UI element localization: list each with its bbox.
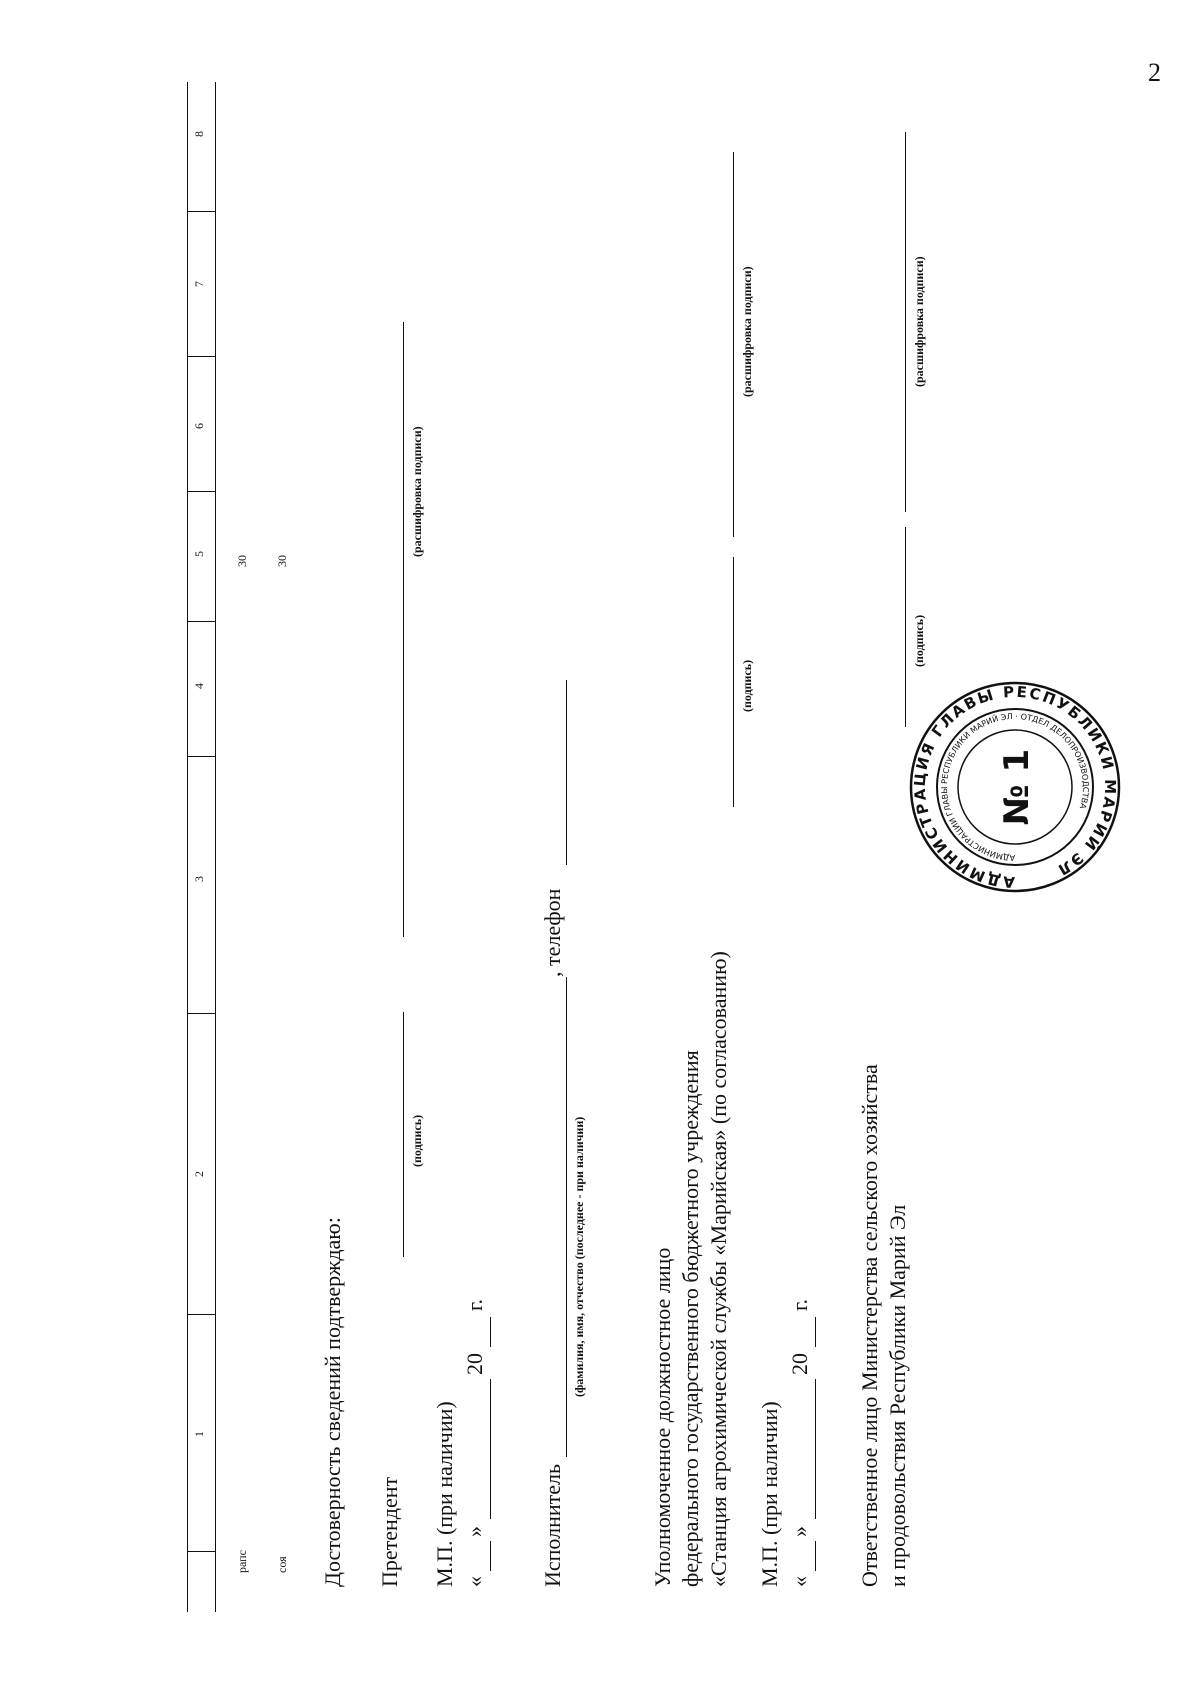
date-month-line bbox=[490, 1379, 491, 1519]
table-row-value: 30 bbox=[235, 555, 249, 567]
stamp-number: № 1 bbox=[997, 748, 1037, 826]
column-number: 2 bbox=[192, 1171, 206, 1177]
col-divider bbox=[187, 1551, 215, 1552]
applicant-signature-caption: (подпись) bbox=[410, 1114, 424, 1167]
table-row-crop: рапс bbox=[235, 1550, 249, 1573]
col-divider bbox=[187, 1314, 215, 1315]
column-number: 7 bbox=[192, 281, 206, 287]
confirm-heading: Достоверность сведений подтверждаю: bbox=[320, 1217, 345, 1587]
column-number: 1 bbox=[192, 1431, 206, 1437]
authorized-signature-caption: (подпись) bbox=[740, 659, 754, 712]
table-row-value: 30 bbox=[275, 555, 289, 567]
date-month-line bbox=[815, 1379, 816, 1519]
executor-name-line bbox=[566, 977, 567, 1457]
column-number: 6 bbox=[192, 423, 206, 429]
col-divider bbox=[187, 756, 215, 757]
rotated-form bbox=[0, 97, 1120, 1697]
date-year-suffix: г. bbox=[462, 1298, 487, 1311]
responsible-line-2: и продовольствия Республики Марий Эл bbox=[885, 1204, 910, 1587]
column-number: 8 bbox=[192, 131, 206, 137]
responsible-decoding-caption: (расшифровка подписи) bbox=[912, 256, 926, 387]
table-header-rule bbox=[215, 82, 216, 1612]
authorized-signature-line bbox=[733, 557, 734, 807]
date-day-line bbox=[815, 1541, 816, 1571]
date-year-prefix: 20 bbox=[787, 1353, 812, 1375]
stamp-outer-text: АДМИНИСТРАЦИЯ ГЛАВЫ РЕСПУБЛИКИ МАРИЙ ЭЛ bbox=[910, 682, 1120, 892]
authorized-line-2: федерального государственного бюджетного учреждения bbox=[678, 1050, 703, 1587]
official-stamp bbox=[905, 677, 1125, 897]
date-day-line bbox=[490, 1541, 491, 1571]
date-year-line bbox=[815, 1317, 816, 1347]
executor-phone-line bbox=[566, 680, 567, 865]
authorized-line-1: Уполномоченное должностное лицо bbox=[650, 1247, 675, 1587]
date-close-quote: » bbox=[787, 1526, 812, 1537]
date-year-suffix: г. bbox=[787, 1298, 812, 1311]
applicant-decoding-line bbox=[403, 322, 404, 937]
column-number: 3 bbox=[192, 876, 206, 882]
col-divider bbox=[187, 1013, 215, 1014]
date-close-quote: » bbox=[462, 1526, 487, 1537]
date-open-quote: « bbox=[462, 1576, 487, 1587]
responsible-decoding-line bbox=[905, 132, 906, 512]
applicant-decoding-caption: (расшифровка подписи) bbox=[410, 426, 424, 557]
seal-place-2: М.П. (при наличии) bbox=[757, 1401, 782, 1587]
applicant-label: Претендент bbox=[377, 1476, 402, 1587]
authorized-decoding-caption: (расшифровка подписи) bbox=[740, 266, 754, 397]
col-divider bbox=[187, 356, 215, 357]
responsible-signature-caption: (подпись) bbox=[912, 614, 926, 667]
executor-label: Исполнитель bbox=[540, 1463, 565, 1587]
stamp-inner-text: АДМИНИСТРАЦИИ ГЛАВЫ РЕСПУБЛИКИ МАРИЙ ЭЛ · ОТДЕЛ ДЕЛОПРОИЗВОДСТВА bbox=[939, 711, 1091, 863]
seal-place-1: М.П. (при наличии) bbox=[432, 1401, 457, 1587]
column-number: 4 bbox=[192, 683, 206, 689]
executor-name-caption: (фамилия, имя, отчество (последнее - при наличии) bbox=[572, 1116, 586, 1397]
responsible-line-1: Ответственное лицо Министерства сельского хозяйства bbox=[857, 1064, 882, 1587]
table-top-rule bbox=[187, 82, 188, 1612]
date-year-line bbox=[490, 1317, 491, 1347]
page-number: 2 bbox=[1148, 58, 1161, 87]
col-divider bbox=[187, 211, 215, 212]
column-number: 5 bbox=[192, 551, 206, 557]
date-open-quote: « bbox=[787, 1576, 812, 1587]
col-divider bbox=[187, 621, 215, 622]
executor-phone-label: , телефон bbox=[540, 888, 565, 977]
authorized-line-3: «Станция агрохимической службы «Марийская» (по согласованию) bbox=[706, 951, 731, 1587]
applicant-signature-line bbox=[403, 1012, 404, 1257]
table-row-crop: соя bbox=[275, 1556, 289, 1573]
date-year-prefix: 20 bbox=[462, 1353, 487, 1375]
authorized-decoding-line bbox=[733, 152, 734, 537]
col-divider bbox=[187, 491, 215, 492]
